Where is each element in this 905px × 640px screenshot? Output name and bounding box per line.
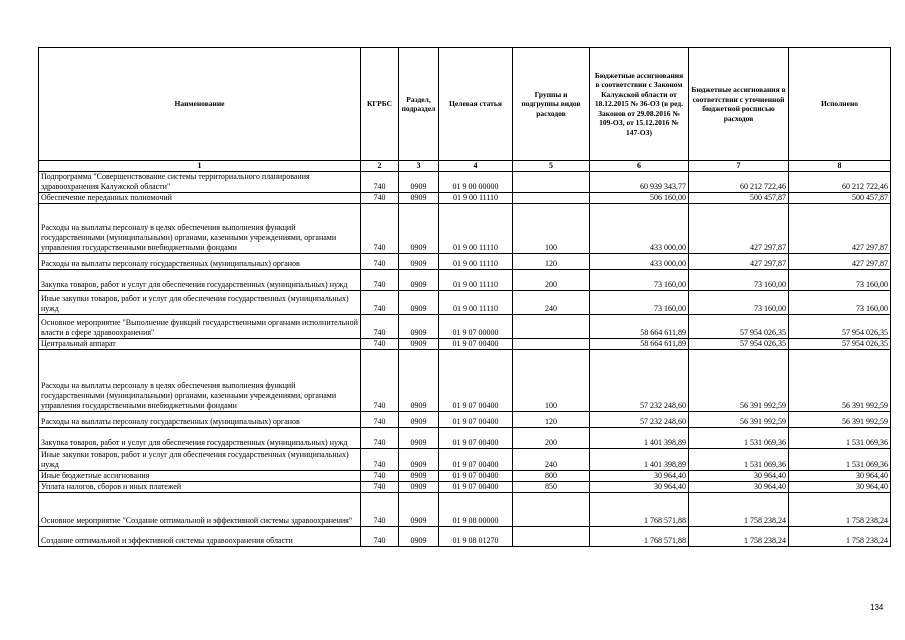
row-section: 0909 [399,449,439,471]
header-row [39,48,891,161]
row-executed: 56 391 992,59 [789,412,891,428]
row-executed: 1 758 238,24 [789,527,891,547]
row-group: 100 [513,204,590,254]
row-target: 01 9 07 00400 [439,339,513,350]
row-target: 01 9 00 00000 [439,172,513,193]
row-kgrbs: 740 [361,412,399,428]
row-budget-law: 433 000,00 [590,204,689,254]
row-kgrbs: 740 [361,315,399,339]
row-kgrbs: 740 [361,193,399,204]
row-section: 0909 [399,254,439,270]
table-row [39,254,891,270]
row-budget-refined: 1 758 238,24 [689,493,789,527]
row-group [513,193,590,204]
table-row [39,482,891,493]
row-section: 0909 [399,412,439,428]
row-executed: 30 964,40 [789,482,891,493]
row-budget-refined: 1 531 069,36 [689,449,789,471]
row-name: Центральный аппарат [39,339,361,350]
table-body [39,172,891,547]
row-budget-refined: 1 531 069,36 [689,428,789,449]
row-name: Закупка товаров, работ и услуг для обеспечения государственных (муниципальных) нужд [39,428,361,449]
row-budget-law: 57 232 248,60 [590,350,689,412]
table-row [39,339,891,350]
budget-table [38,47,891,547]
header-target: Целевая статья [439,48,513,161]
row-kgrbs: 740 [361,270,399,291]
header-section: Раздел, подраздел [399,48,439,161]
header-budget-refined: Бюджетные ассигнования в соответствии с уточненной бюджетной росписью расходов [689,48,789,161]
column-number: 7 [689,161,789,172]
row-group: 100 [513,350,590,412]
row-name: Основное мероприятие "Выполнение функций государственными органами исполнительной власти в сфере здравоохранения" [39,315,361,339]
row-budget-refined: 427 297,87 [689,254,789,270]
row-executed: 427 297,87 [789,254,891,270]
row-target: 01 9 07 00400 [439,482,513,493]
table-row [39,172,891,193]
row-target: 01 9 07 00400 [439,412,513,428]
row-section: 0909 [399,471,439,482]
row-budget-refined: 57 954 026,35 [689,315,789,339]
row-target: 01 9 08 01270 [439,527,513,547]
row-executed: 500 457,87 [789,193,891,204]
row-budget-law: 433 000,00 [590,254,689,270]
table-row [39,412,891,428]
table-row [39,315,891,339]
row-budget-refined: 30 964,40 [689,471,789,482]
row-name: Расходы на выплаты персоналу государственных (муниципальных) органов [39,254,361,270]
row-budget-law: 58 664 611,89 [590,339,689,350]
row-budget-law: 58 664 611,89 [590,315,689,339]
row-budget-law: 30 964,40 [590,482,689,493]
row-budget-refined: 73 160,00 [689,291,789,315]
table-row [39,449,891,471]
table-row [39,471,891,482]
row-executed: 1 531 069,36 [789,449,891,471]
row-section: 0909 [399,350,439,412]
row-budget-refined: 56 391 992,59 [689,412,789,428]
column-number: 8 [789,161,891,172]
row-group [513,339,590,350]
row-budget-refined: 73 160,00 [689,270,789,291]
row-name: Расходы на выплаты персоналу в целях обеспечения выполнения функций государственными (муниципальными) органами, казенными учреждениями, органами управления государственными внебюджетными фондами [39,350,361,412]
row-group: 200 [513,428,590,449]
row-name: Расходы на выплаты персоналу в целях обеспечения выполнения функций государственными (муниципальными) органами, казенными учреждениями, органами управления государственными внебюджетными фондами [39,204,361,254]
row-budget-law: 73 160,00 [590,270,689,291]
table-row [39,193,891,204]
row-name: Иные закупки товаров, работ и услуг для обеспечения государственных (муниципальных) нужд [39,449,361,471]
row-budget-refined: 427 297,87 [689,204,789,254]
row-group: 800 [513,471,590,482]
row-target: 01 9 00 11110 [439,270,513,291]
row-section: 0909 [399,482,439,493]
row-budget-law: 30 964,40 [590,471,689,482]
row-target: 01 9 07 00000 [439,315,513,339]
row-group [513,527,590,547]
table-row [39,270,891,291]
row-section: 0909 [399,428,439,449]
row-executed: 73 160,00 [789,270,891,291]
row-target: 01 9 00 11110 [439,291,513,315]
column-number: 4 [439,161,513,172]
row-executed: 57 954 026,35 [789,339,891,350]
row-section: 0909 [399,172,439,193]
row-name: Иные закупки товаров, работ и услуг для обеспечения государственных (муниципальных) нужд [39,291,361,315]
row-group [513,493,590,527]
row-executed: 60 212 722,46 [789,172,891,193]
row-target: 01 9 00 11110 [439,193,513,204]
row-budget-law: 1 768 571,88 [590,527,689,547]
row-budget-refined: 500 457,87 [689,193,789,204]
row-executed: 30 964,40 [789,471,891,482]
table-row [39,527,891,547]
row-group: 120 [513,412,590,428]
row-kgrbs: 740 [361,339,399,350]
page-number: 134 [870,603,884,612]
column-number: 2 [361,161,399,172]
row-name: Закупка товаров, работ и услуг для обеспечения государственных (муниципальных) нужд [39,270,361,291]
row-kgrbs: 740 [361,428,399,449]
column-number: 6 [590,161,689,172]
header-name: Наименование [39,48,361,161]
column-number: 1 [39,161,361,172]
column-number-row [39,161,891,172]
row-budget-law: 57 232 248,60 [590,412,689,428]
row-budget-refined: 1 758 238,24 [689,527,789,547]
row-kgrbs: 740 [361,493,399,527]
row-group: 200 [513,270,590,291]
row-target: 01 9 00 11110 [439,254,513,270]
row-section: 0909 [399,493,439,527]
column-number: 3 [399,161,439,172]
row-budget-refined: 57 954 026,35 [689,339,789,350]
row-section: 0909 [399,315,439,339]
row-kgrbs: 740 [361,291,399,315]
row-budget-refined: 60 212 722,46 [689,172,789,193]
row-group: 850 [513,482,590,493]
row-group [513,172,590,193]
row-budget-law: 1 401 398,89 [590,449,689,471]
table-row [39,428,891,449]
row-budget-law: 1 768 571,88 [590,493,689,527]
row-kgrbs: 740 [361,482,399,493]
row-executed: 57 954 026,35 [789,315,891,339]
row-budget-law: 73 160,00 [590,291,689,315]
row-group: 240 [513,449,590,471]
row-section: 0909 [399,204,439,254]
table-row [39,350,891,412]
row-name: Обеспечение переданных полномочий [39,193,361,204]
row-name: Расходы на выплаты персоналу государственных (муниципальных) органов [39,412,361,428]
header-groups: Группы и подгруппы видов расходов [513,48,590,161]
header-kgrbs: КГРБС [361,48,399,161]
row-section: 0909 [399,270,439,291]
row-section: 0909 [399,527,439,547]
row-section: 0909 [399,339,439,350]
row-executed: 56 391 992,59 [789,350,891,412]
row-kgrbs: 740 [361,449,399,471]
row-executed: 73 160,00 [789,291,891,315]
header-budget-law: Бюджетные ассигнования в соответствии с Законом Калужской области от 18.12.2015 № 36-ОЗ (в ред. Законов от 29.08.2016 № 109-ОЗ, от 15.12.2016 № 147-ОЗ) [590,48,689,161]
row-kgrbs: 740 [361,350,399,412]
row-target: 01 9 07 00400 [439,428,513,449]
row-target: 01 9 07 00400 [439,449,513,471]
row-name: Уплата налогов, сборов и иных платежей [39,482,361,493]
table-row [39,493,891,527]
row-executed: 427 297,87 [789,204,891,254]
row-name: Подпрограмма "Совершенствование системы территориального планирования здравоохранения Калужской области" [39,172,361,193]
row-budget-law: 60 939 343,77 [590,172,689,193]
header-executed: Исполнено [789,48,891,161]
row-kgrbs: 740 [361,254,399,270]
row-name: Создание оптимальной и эффективной системы здравоохранения области [39,527,361,547]
table-row [39,291,891,315]
row-budget-law: 1 401 398,89 [590,428,689,449]
row-kgrbs: 740 [361,204,399,254]
table-row [39,204,891,254]
row-group: 240 [513,291,590,315]
row-budget-refined: 30 964,40 [689,482,789,493]
row-target: 01 9 07 00400 [439,471,513,482]
row-section: 0909 [399,193,439,204]
row-executed: 1 531 069,36 [789,428,891,449]
row-section: 0909 [399,291,439,315]
row-target: 01 9 07 00400 [439,350,513,412]
row-target: 01 9 08 00000 [439,493,513,527]
row-group [513,315,590,339]
row-group: 120 [513,254,590,270]
row-kgrbs: 740 [361,471,399,482]
row-executed: 1 758 238,24 [789,493,891,527]
row-kgrbs: 740 [361,172,399,193]
row-target: 01 9 00 11110 [439,204,513,254]
column-number: 5 [513,161,590,172]
row-name: Основное мероприятие "Создание оптимальной и эффективной системы здравоохранения" [39,493,361,527]
row-name: Иные бюджетные ассигнования [39,471,361,482]
row-budget-refined: 56 391 992,59 [689,350,789,412]
row-kgrbs: 740 [361,527,399,547]
row-budget-law: 506 160,00 [590,193,689,204]
